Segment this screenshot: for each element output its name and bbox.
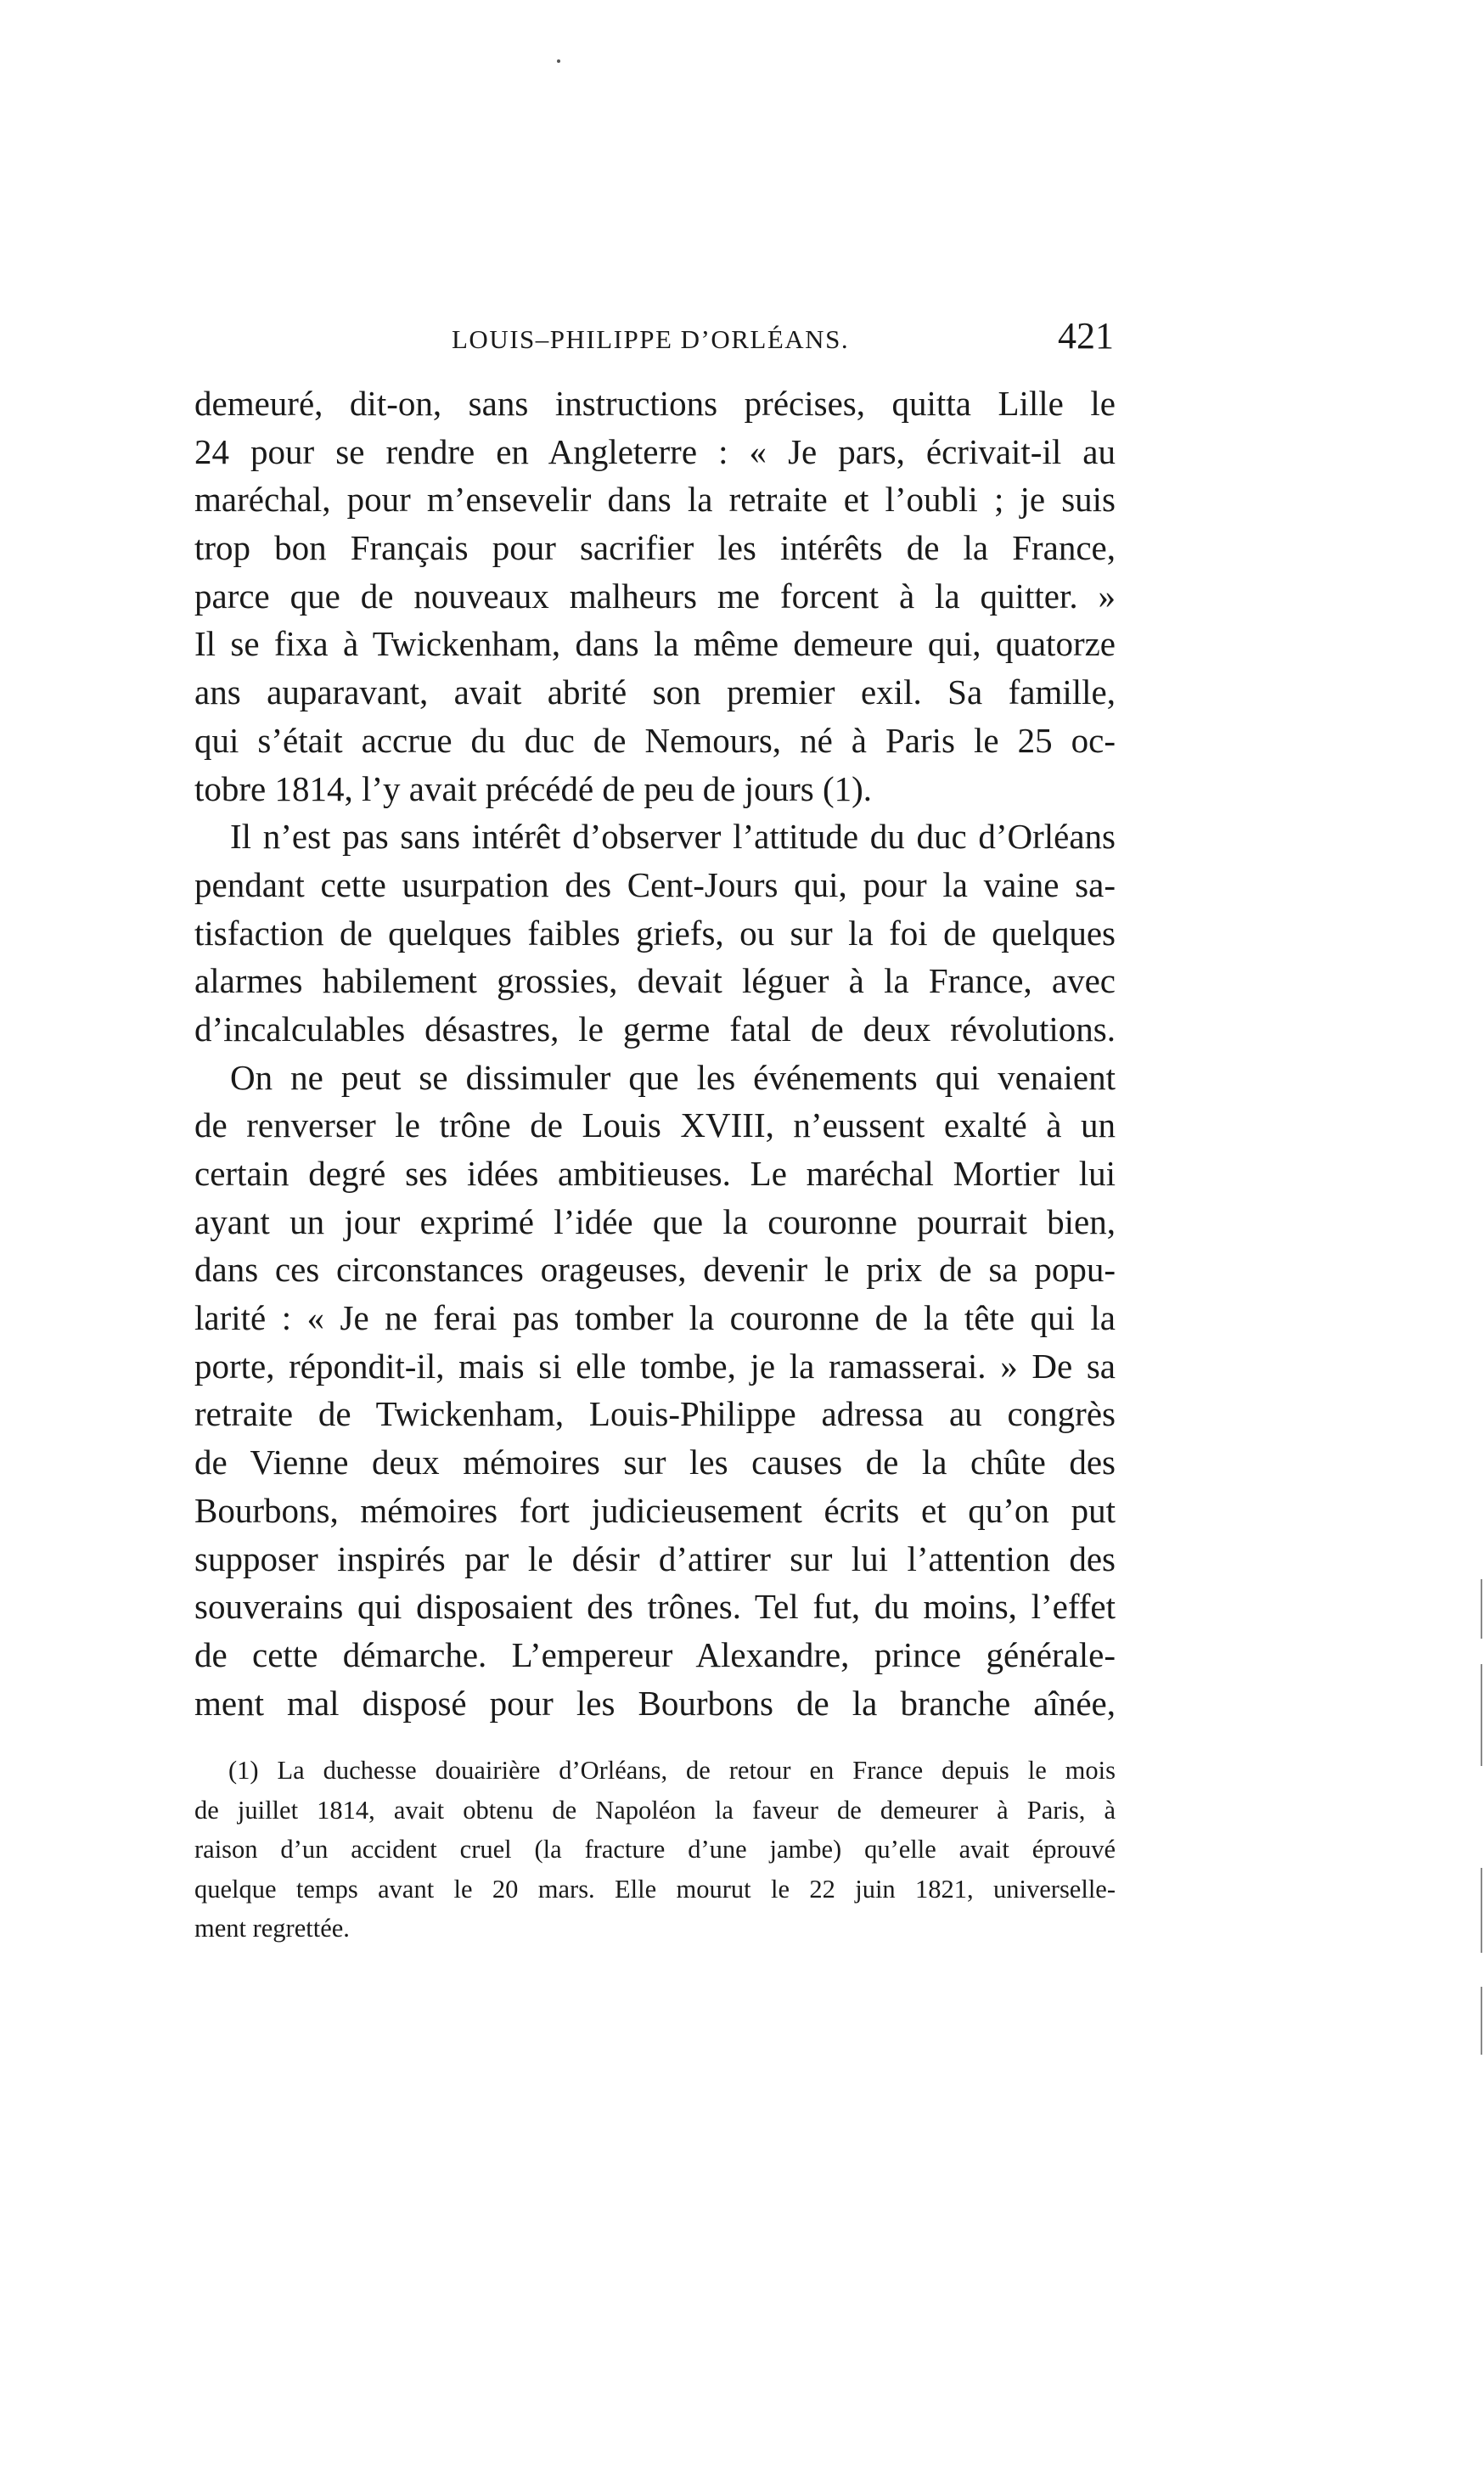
text-line: souverains qui disposaient des trônes. Tel fut, du moins, l’effet: [194, 1587, 1116, 1627]
text-line: larité : « Je ne ferai pas tomber la couronne de la tête qui la: [194, 1298, 1116, 1338]
text-line: ment mal disposé pour les Bourbons de la branche aînée,: [194, 1683, 1116, 1723]
text-line: tobre 1814, l’y avait précédé de peu de jours (1).: [194, 768, 873, 808]
text-line: certain degré ses idées ambitieuses. Le maréchal Mortier lui: [194, 1154, 1116, 1193]
scan-edge-mark: [1481, 1868, 1482, 1953]
text-line: Il n’est pas sans intérêt d’observer l’attitude du duc d’Orléans: [230, 817, 1116, 857]
footnote-line: (1) La duchesse douairière d’Orléans, de retour en France depuis le mois: [228, 1756, 1116, 1785]
scan-edge-mark: [1481, 1987, 1482, 2055]
scan-speck: [557, 59, 560, 63]
scan-edge-mark: [1481, 1664, 1482, 1766]
main-text: [194, 380, 1116, 1727]
text-line: tisfaction de quelques faibles griefs, ou sur la foi de quelques: [194, 913, 1116, 953]
text-line: de cette démarche. L’empereur Alexandre, prince générale-: [194, 1634, 1116, 1674]
text-line: dans ces circonstances orageuses, devenir le prix de sa popu-: [194, 1250, 1116, 1290]
text-line: 24 pour se rendre en Angleterre : « Je pars, écrivait-il au: [194, 431, 1116, 471]
text-line: de Vienne deux mémoires sur les causes de la chûte des: [194, 1443, 1116, 1482]
text-line: ans auparavant, avait abrité son premier exil. Sa famille,: [194, 672, 1116, 712]
text-line: Bourbons, mémoires fort judicieusement écrits et qu’on put: [194, 1490, 1116, 1530]
running-title: LOUIS–PHILIPPE D’ORLÉANS.: [452, 324, 850, 354]
footnote-line: quelque temps avant le 20 mars. Elle mourut le 22 juin 1821, universelle-: [194, 1874, 1116, 1904]
text-line: parce que de nouveaux malheurs me forcent à la quitter. »: [194, 576, 1116, 616]
text-line: pendant cette usurpation des Cent-Jours qui, pour la vaine sa-: [194, 864, 1116, 904]
text-line: porte, répondit-il, mais si elle tombe, je la ramasserai. » De sa: [194, 1346, 1116, 1386]
text-line: de renverser le trône de Louis XVIII, n’eussent exalté à un: [194, 1105, 1116, 1145]
footnote-line: raison d’un accident cruel (la fracture d’une jambe) qu’elle avait éprouvé: [194, 1835, 1116, 1864]
text-line: retraite de Twickenham, Louis-Philippe adressa au congrès: [194, 1394, 1116, 1434]
text-line: d’incalculables désastres, le germe fatal de deux révolutions.: [194, 1009, 1116, 1049]
text-line: ayant un jour exprimé l’idée que la couronne pourrait bien,: [194, 1201, 1116, 1241]
footnote-line: ment regrettée.: [194, 1914, 350, 1943]
scan-edge-mark: [1481, 1579, 1482, 1639]
footnote-line: de juillet 1814, avait obtenu de Napoléon la faveur de demeurer à Paris, à: [194, 1795, 1116, 1825]
text-line: Il se fixa à Twickenham, dans la même demeure qui, quatorze: [194, 624, 1116, 664]
text-line: maréchal, pour m’ensevelir dans la retraite et l’oubli ; je suis: [194, 480, 1116, 520]
text-line: supposer inspirés par le désir d’attirer sur lui l’attention des: [194, 1538, 1116, 1578]
text-line: qui s’était accrue du duc de Nemours, né à Paris le 25 oc-: [194, 720, 1116, 760]
text-line: alarmes habilement grossies, devait léguer à la France, avec: [194, 961, 1116, 1001]
running-head: [197, 315, 1114, 370]
page-number: 421: [1058, 315, 1114, 357]
text-line: demeuré, dit-on, sans instructions précises, quitta Lille le: [194, 384, 1116, 423]
footnote: [194, 1751, 1116, 1949]
text-line: trop bon Français pour sacrifier les intérêts de la France,: [194, 528, 1116, 568]
text-line: On ne peut se dissimuler que les événements qui venaient: [230, 1057, 1116, 1097]
